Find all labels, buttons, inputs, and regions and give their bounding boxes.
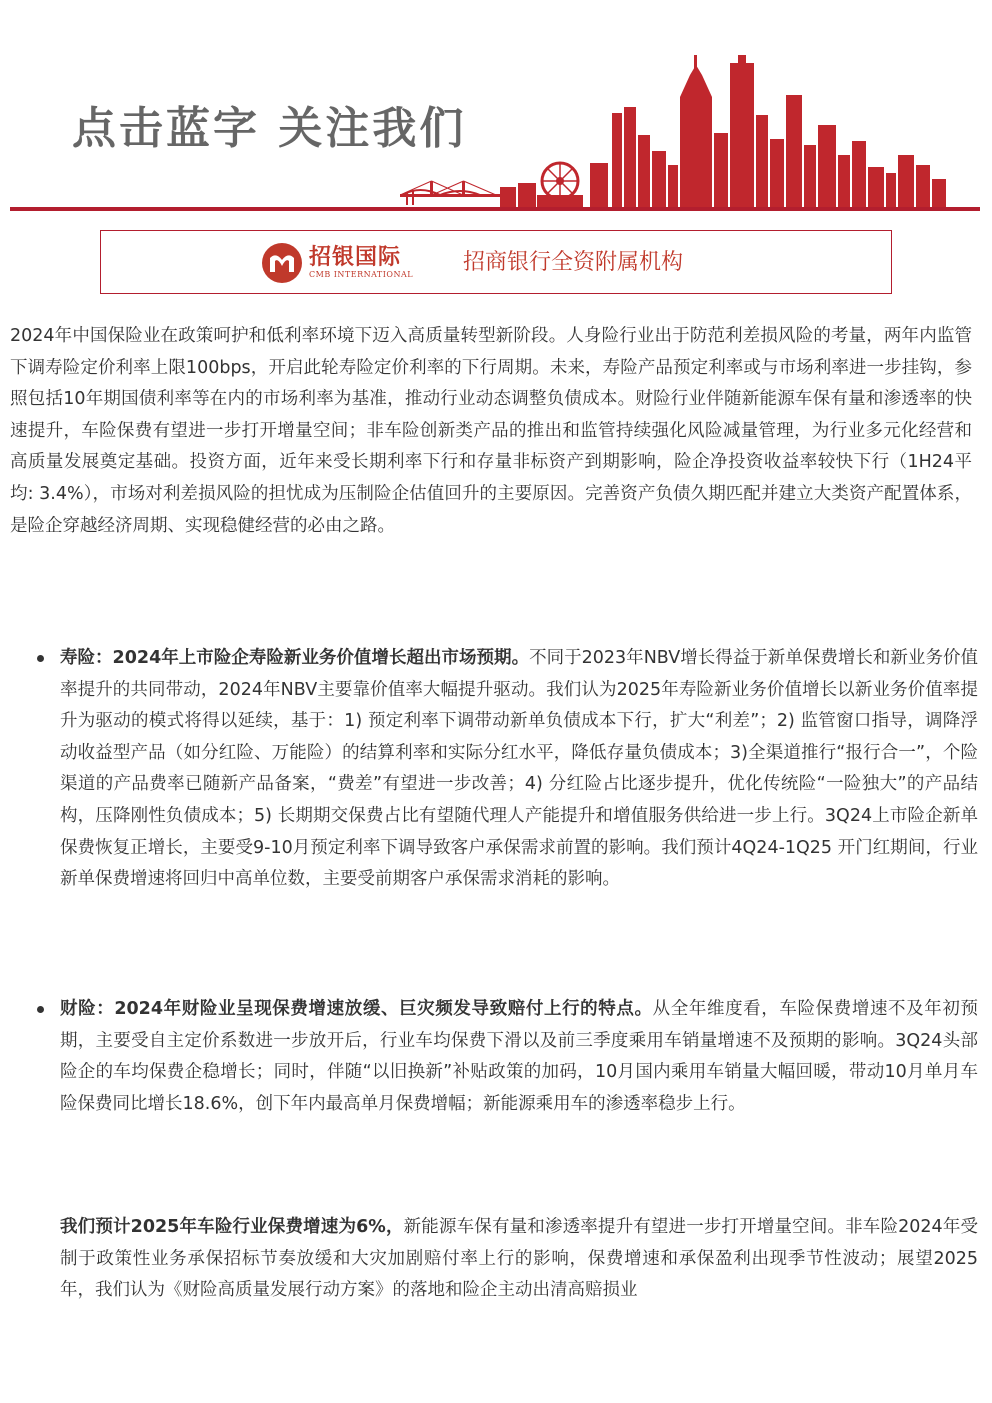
bullet-icon	[37, 1006, 44, 1013]
followup-paragraph	[60, 1212, 978, 1307]
bullet-life-lead: 寿险：2024年上市险企寿险新业务价值增长超出市场预期。	[60, 648, 530, 668]
header-banner	[0, 0, 992, 215]
city-skyline-illustration	[400, 55, 960, 210]
logo-banner	[100, 230, 892, 294]
bullet-property-lead: 财险：2024年财险业呈现保费增速放缓、巨灾频发导致赔付上行的特点。	[60, 999, 653, 1019]
bullet-life-insurance	[60, 643, 978, 896]
followup-body: 新能源车保有量和渗透率提升有望进一步打开增量空间。非车险2024年受制于政策性业务承保招标节奏放缓和大灾加剧赔付率上行的影响，保费增速和承保盈利出现季节性波动；展望2025年，我们认为《财险高质量发展行动方案》的落地和险企主动出清高赔损业	[60, 1217, 978, 1301]
intro-paragraph: 2024年中国保险业在政策呵护和低利率环境下迈入高质量转型新阶段。人身险行业出于防范利差损风险的考量，两年内监管下调寿险定价利率上限100bps，开启此轮寿险定价利率的下行周期。未来，寿险产品预定利率或与市场利率进一步挂钩，参照包括10年期国债利率等在内的市场利率为基准，推动行业动态调整负债成本。财险行业伴随新能源车保有量和渗透率的快速提升，车险保费有望进一步打开增量空间；非车险创新类产品的推出和监管持续强化风险减量管理，为行业多元化经营和高质量发展奠定基础。投资方面，近年来受长期利率下行和存量非标资产到期影响，险企净投资收益率较快下行（1H24平均: 3.4%），市场对利差损风险的担忧成为压制险企估值回升的主要原因。完善资产负债久期匹配并建立大类资产配置体系，是险企穿越经济周期、实现稳健经营的必由之路。	[10, 326, 972, 536]
logo-name-cn: 招银国际	[309, 244, 402, 270]
banner-title[interactable]: 点击蓝字 关注我们	[72, 103, 467, 154]
logo-tagline: 招商银行全资附属机构	[463, 250, 684, 275]
bullet-life-body: 不同于2023年NBV增长得益于新单保费增长和新业务价值率提升的共同带动，2024年NBV主要靠价值率大幅提升驱动。我们认为2025年寿险新业务价值增长以新业务价值率提升为驱动的模式将得以延续，基于：1) 预定利率下调带动新单负债成本下行，扩大“利差”；2) 监管窗口指导，调降浮动收益型产品（如分红险、万能险）的结算利率和实际分红水平，降低存量负债成本；3)全渠道推行“报行合一”，个险渠道的产品费率已随新产品备案，“费差”有望进一步改善；4) 分红险占比逐步提升，优化传统险“一险独大”的产品结构，压降刚性负债成本；5) 长期期交保费占比有望随代理人产能提升和增值服务供给进一步上行。3Q24上市险企新单保费恢复正增长，主要受9-10月预定利率下调导致客户承保需求前置的影响。我们预计4Q24-1Q25 开门红期间，行业新单保费增速将回归中高单位数，主要受前期客户承保需求消耗的影响。	[60, 648, 978, 890]
bullet-icon	[37, 655, 44, 662]
followup-lead: 我们预计2025年车险行业保费增速为6%，	[60, 1217, 404, 1237]
logo-name-en: CMB INTERNATIONAL	[309, 270, 414, 279]
header-divider-line	[10, 207, 980, 211]
cmb-logo-icon	[261, 242, 303, 284]
bullet-property-insurance	[60, 994, 978, 1120]
bullet-property-body: 从全年维度看，车险保费增速不及年初预期，主要受自主定价系数进一步放开后，行业车均保费下滑以及前三季度乘用车销量增速不及预期的影响。3Q24头部险企的车均保费企稳增长；同时，伴随“以旧换新”补贴政策的加码，10月国内乘用车销量大幅回暖，带动10月单月车险保费同比增长18.6%，创下年内最高单月保费增幅；新能源乘用车的渗透率稳步上行。	[60, 999, 978, 1114]
